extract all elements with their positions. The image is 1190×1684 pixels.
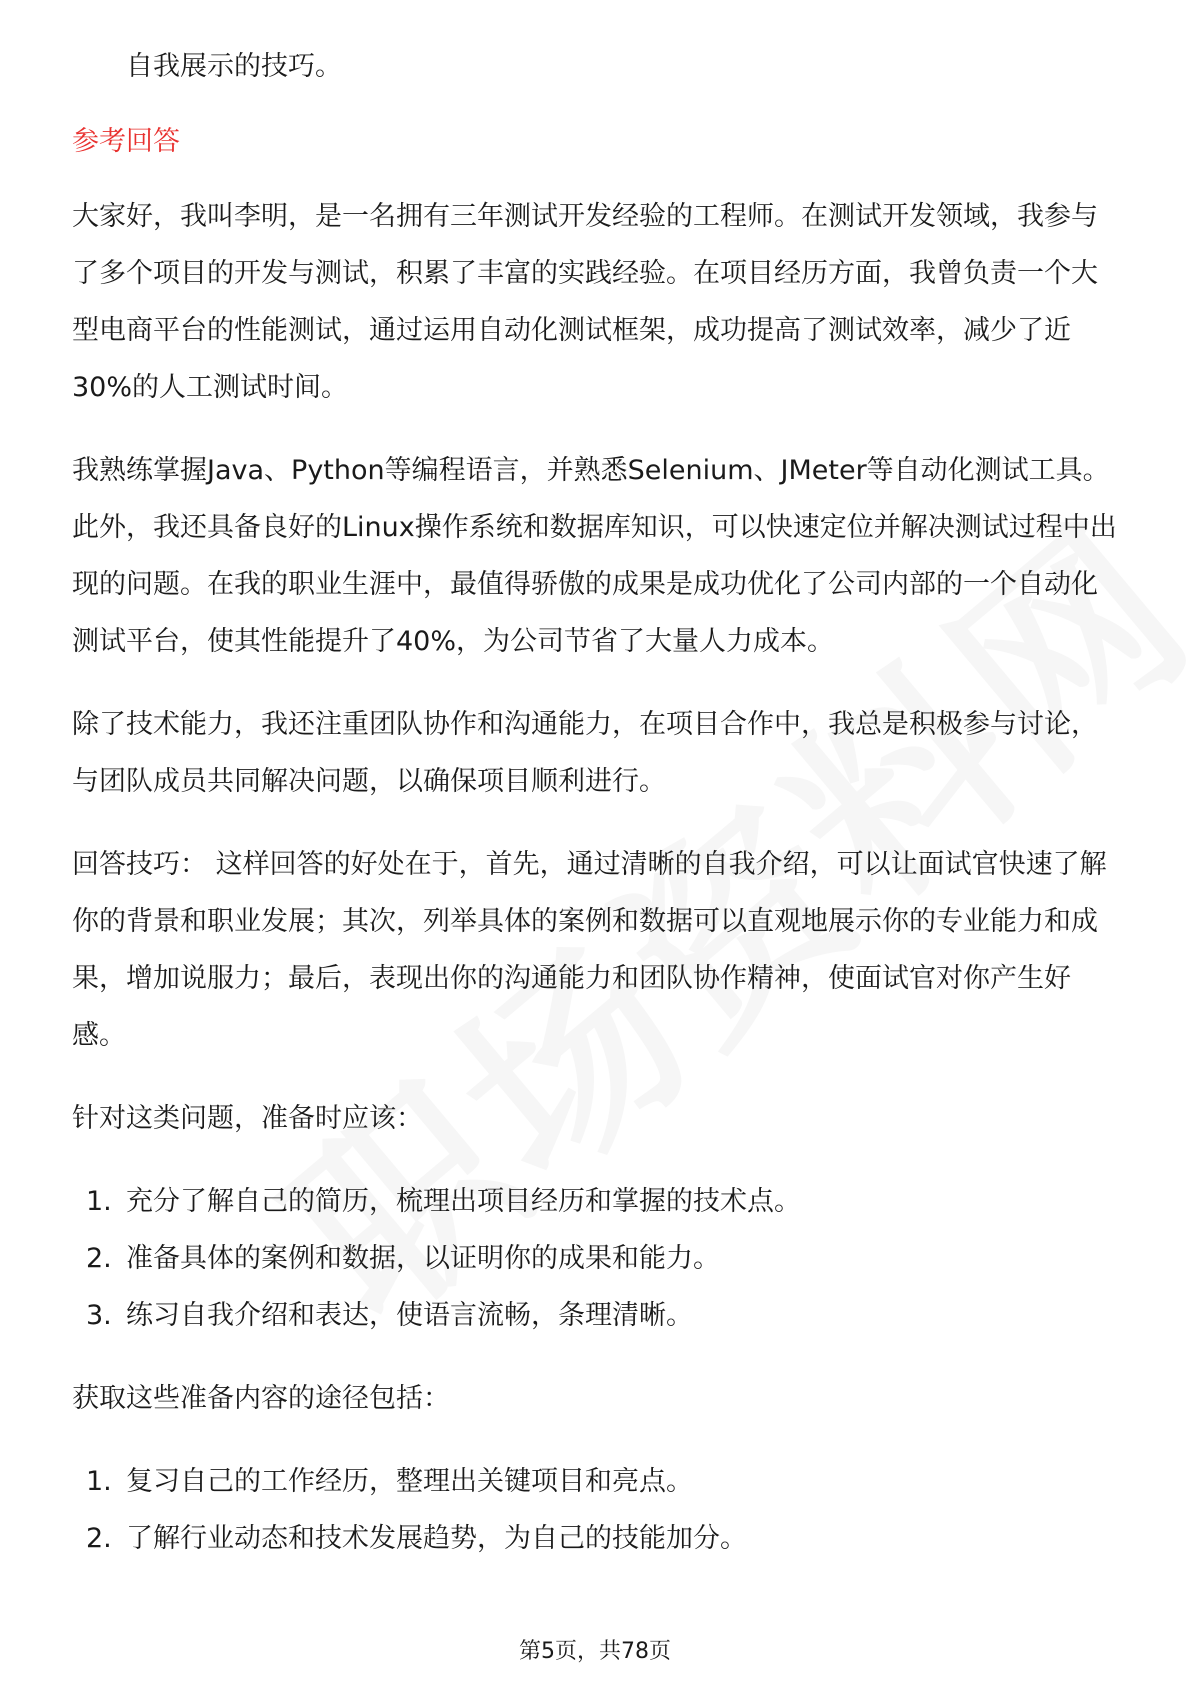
prep-intro-paragraph: 针对这类问题，准备时应该： xyxy=(72,1103,423,1134)
list-item-number: 1. xyxy=(86,1466,112,1497)
list-item xyxy=(72,1173,1122,1230)
reference-answer-heading: 参考回答 xyxy=(72,126,180,157)
list-item-text: 充分了解自己的简历，梳理出项目经历和掌握的技术点。 xyxy=(126,1186,801,1217)
intro-tail-text: 自我展示的技巧。 xyxy=(126,51,342,82)
list-item-text: 准备具体的案例和数据，以证明你的成果和能力。 xyxy=(126,1243,720,1274)
list-item-number: 1. xyxy=(86,1186,112,1217)
list-item xyxy=(72,1510,1122,1567)
list-item-text: 了解行业动态和技术发展趋势，为自己的技能加分。 xyxy=(126,1523,747,1554)
answer-paragraph-1: 大家好，我叫李明，是一名拥有三年测试开发经验的工程师。在测试开发领域，我参与了多个项目的开发与测试，积累了丰富的实践经验。在项目经历方面，我曾负责一个大型电商平台的性能测试，通过运用自动化测试框架，成功提高了测试效率，减少了近30%的人工测试时间。 xyxy=(72,201,1098,403)
list-item xyxy=(72,1230,1122,1287)
page-number-footer: 第5页，共78页 xyxy=(519,1639,671,1664)
list-item xyxy=(72,1287,1122,1344)
answer-paragraph-2: 我熟练掌握Java、Python等编程语言，并熟悉Selenium、JMeter等自动化测试工具。此外，我还具备良好的Linux操作系统和数据库知识，可以快速定位并解决测试过程中出现的问题。在我的职业生涯中，最值得骄傲的成果是成功优化了公司内部的一个自动化测试平台，使其性能提升了40%，为公司节省了大量人力成本。 xyxy=(72,455,1117,657)
prep-steps-list xyxy=(72,1173,1122,1344)
page-content xyxy=(72,38,1122,1567)
list-item-number: 3. xyxy=(86,1300,112,1331)
list-item-text: 复习自己的工作经历，整理出关键项目和亮点。 xyxy=(126,1466,693,1497)
sources-intro-paragraph: 获取这些准备内容的途径包括： xyxy=(72,1383,450,1414)
list-item-number: 2. xyxy=(86,1243,112,1274)
list-item xyxy=(72,1453,1122,1510)
list-item-number: 2. xyxy=(86,1523,112,1554)
answer-tips-paragraph: 回答技巧： 这样回答的好处在于，首先，通过清晰的自我介绍，可以让面试官快速了解你的背景和职业发展；其次，列举具体的案例和数据可以直观地展示你的专业能力和成果，增加说服力；最后，表现出你的沟通能力和团队协作精神，使面试官对你产生好感。 xyxy=(72,849,1107,1051)
source-steps-list xyxy=(72,1453,1122,1567)
list-item-text: 练习自我介绍和表达，使语言流畅，条理清晰。 xyxy=(126,1300,693,1331)
answer-paragraph-3: 除了技术能力，我还注重团队协作和沟通能力，在项目合作中，我总是积极参与讨论，与团队成员共同解决问题，以确保项目顺利进行。 xyxy=(72,709,1098,797)
